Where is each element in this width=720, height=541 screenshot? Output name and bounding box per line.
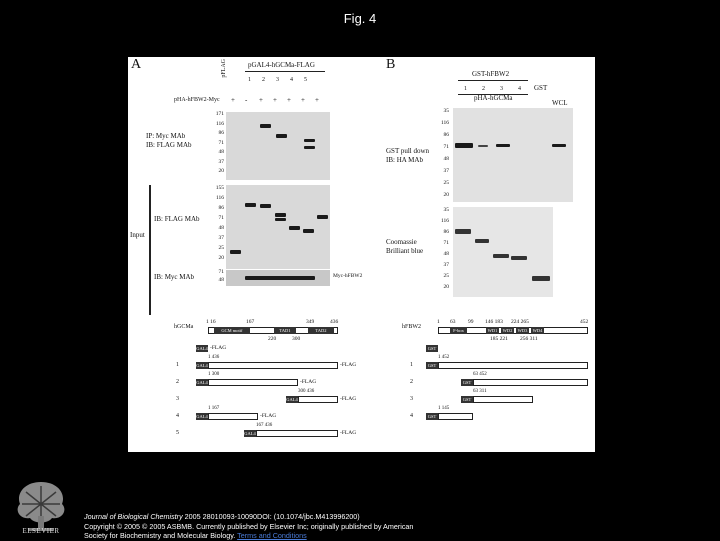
flag-label: -FLAG [340, 396, 357, 402]
panel-a-map-pos: 167 [246, 319, 255, 325]
panel-a-map-pos: 1 16 [206, 319, 216, 325]
band [304, 146, 315, 149]
gst-tag: GST [427, 363, 437, 368]
plus-minus-sign: + [259, 96, 263, 104]
panel-a-blot3-right: Myc-hFBW2 [333, 273, 363, 279]
gal4-tag: GAL4 [244, 431, 256, 436]
journal-name: Journal of Biological Chemistry [84, 512, 183, 521]
construct-range: 1 436 [208, 355, 220, 360]
panel-a-map-name: hGCMa [174, 324, 194, 330]
mw-marker: 71 [218, 139, 224, 146]
band [475, 239, 489, 243]
gal4-tag: GAL4 [196, 414, 208, 419]
flag-label: -FLAG [340, 430, 357, 436]
panel-a-blot3-label: IB: Myc MAb [154, 273, 195, 281]
mw-marker: 86 [218, 130, 224, 136]
panel-a-row-label: pHA-hFBW2-Myc [174, 97, 220, 103]
construct-number: 4 [410, 413, 413, 419]
elsevier-wordmark: ELSEVIER [22, 527, 60, 535]
mw-marker: 48 [218, 225, 224, 231]
panel-a-lane-header: pGAL4-hGCMa-FLAG [248, 61, 315, 69]
construct-number: 5 [176, 430, 179, 436]
panel-b-domain: WD2 [502, 328, 513, 333]
lane-number: 2 [482, 86, 485, 92]
band [552, 144, 566, 147]
mw-marker: 20 [218, 168, 224, 174]
panel-a-domain: GCM motif [214, 327, 250, 334]
band [317, 215, 328, 219]
gal4-tag: GAL4 [196, 380, 208, 385]
panel-b-gst-label: GST [534, 84, 548, 92]
construct-number: 2 [176, 379, 179, 385]
band [275, 218, 286, 221]
panel-b-map-sub: 185 221 [490, 336, 508, 342]
copyright-text: Copyright © 2005 © 2005 ASBMB. Currently published by Elsevier Inc; originally published by American [84, 521, 414, 531]
plus-minus-sign: + [315, 96, 319, 104]
band [455, 143, 473, 148]
construct-bar [208, 379, 298, 386]
panel-b-wcl-label: WCL [552, 99, 568, 107]
gst-tag: GST [462, 380, 472, 385]
panel-a-map-pos: 436 [330, 319, 339, 325]
mw-marker: 37 [218, 235, 224, 241]
citation-footer [84, 512, 714, 541]
construct-bar [473, 379, 588, 386]
slide-title: Fig. 4 [343, 11, 377, 26]
plus-minus-sign: + [273, 96, 277, 104]
panel-b-gel [453, 207, 553, 297]
flag-label: -FLAG [210, 345, 227, 351]
band [496, 144, 510, 147]
flag-label: -FLAG [340, 362, 357, 368]
panel-b-domain: WD3 [517, 328, 528, 333]
panel-b-gel-label-2: Brilliant blue [386, 247, 424, 255]
band [493, 254, 509, 258]
construct-range: 1 167 [208, 406, 220, 411]
band [511, 256, 527, 260]
mw-marker: 37 [443, 262, 449, 268]
plus-minus-sign: + [301, 96, 305, 104]
panel-a-domain: TAD2 [308, 327, 334, 334]
gst-tag: GST [427, 346, 437, 351]
mw-marker: 116 [440, 218, 449, 224]
gal4-tag: GAL4 [196, 346, 208, 351]
citation-text: 2005 28010093-10090DOI: (10.1074/jbc.M413996200) [182, 512, 360, 521]
construct-number: 2 [410, 379, 413, 385]
band [303, 229, 314, 233]
mw-marker: 37 [218, 158, 224, 165]
construct-bar [438, 362, 588, 369]
construct-range: 1 300 [208, 372, 220, 377]
mw-marker: 116 [440, 120, 449, 126]
mw-marker: 116 [215, 195, 224, 201]
mw-marker: 48 [443, 251, 449, 257]
mw-marker: 155 [215, 185, 224, 191]
mw-marker: 71 [443, 240, 449, 246]
mw-marker: 25 [443, 180, 449, 186]
gal4-tag: GAL4 [286, 397, 298, 402]
construct-bar [208, 413, 258, 420]
band [276, 134, 287, 138]
mw-marker: 116 [215, 120, 224, 127]
panel-a-letter: A [131, 57, 142, 72]
band [532, 276, 550, 281]
flag-label: -FLAG [300, 379, 317, 385]
panel-a-input-label: Input [130, 231, 145, 239]
construct-bar [208, 362, 338, 369]
band [455, 229, 471, 234]
band [478, 145, 488, 147]
mw-marker: 71 [218, 215, 224, 221]
lane-number: 3 [500, 86, 503, 92]
lane-number: 2 [262, 77, 265, 83]
panel-b-blot [453, 108, 573, 202]
band [245, 203, 256, 207]
panel-b-blot-label-1: GST pull down [386, 147, 430, 155]
panel-b-map-pos: 224 265 [511, 319, 529, 325]
society-text: Society for Biochemistry and Molecular Biology. [84, 531, 236, 541]
mw-marker: 48 [443, 156, 449, 162]
panel-b-map-pos: 63 [450, 319, 456, 325]
band [304, 139, 315, 142]
panel-a-map-sub: 300 [292, 336, 301, 342]
terms-link[interactable]: Terms and Conditions [237, 531, 307, 541]
gal4-tag: GAL4 [196, 363, 208, 368]
panel-a-blot-input [226, 185, 330, 269]
panel-b-sub-header: pHA-hGCMa [474, 94, 513, 102]
lane-number: 5 [304, 77, 307, 83]
panel-b-map-pos: 146 183 [485, 319, 503, 325]
panel-a-blot2-label: IB: FLAG MAb [154, 215, 200, 223]
construct-range: 63 311 [473, 389, 487, 394]
lane-number: 3 [276, 77, 279, 83]
mw-marker: 37 [443, 168, 449, 174]
panel-b-map-pos: 1 [437, 319, 440, 325]
panel-a-map-sub: 220 [268, 336, 277, 342]
mw-marker: 86 [443, 229, 449, 235]
band [260, 204, 271, 208]
mw-marker: 20 [218, 255, 224, 261]
construct-range: 300 436 [298, 389, 315, 394]
mw-marker: 25 [443, 273, 449, 279]
construct-number: 4 [176, 413, 179, 419]
panel-b-map-pos: 99 [468, 319, 474, 325]
mw-marker: 35 [443, 207, 449, 213]
panel-a-blot1-label-2: IB: FLAG MAb [146, 141, 192, 149]
mw-marker: 71 [218, 269, 224, 275]
lane-number: 4 [290, 77, 293, 83]
construct-range: 1 452 [438, 355, 450, 360]
band [289, 226, 300, 230]
figure-image [128, 57, 595, 452]
mw-marker: 48 [218, 149, 224, 155]
input-bracket [149, 185, 151, 315]
panel-b-blot-label-2: IB: HA MAb [386, 156, 423, 164]
lane-number: 1 [464, 86, 467, 92]
construct-bar [256, 430, 338, 437]
band [230, 250, 241, 254]
mw-marker: 20 [443, 192, 449, 198]
panel-b-letter: B [386, 57, 396, 72]
band [260, 124, 271, 128]
mw-marker: 86 [443, 132, 449, 138]
gst-tag: GST [427, 414, 437, 419]
panel-a-vector-label: pFLAG [221, 59, 227, 78]
construct-bar [298, 396, 338, 403]
construct-range: 63 452 [473, 372, 487, 377]
mw-marker: 171 [215, 111, 224, 117]
plus-minus-sign: + [231, 96, 235, 104]
panel-b-header-line [458, 80, 528, 81]
plus-minus-sign: - [245, 96, 248, 104]
plus-minus-sign: + [287, 96, 291, 104]
panel-b-domain: F-box [450, 327, 467, 334]
construct-range: 167 436 [256, 423, 273, 428]
mw-marker: 48 [218, 277, 224, 283]
panel-b-map-pos: 452 [580, 319, 589, 325]
flag-label: -FLAG [260, 413, 277, 419]
gst-tag: GST [462, 397, 472, 402]
mw-marker: 20 [443, 284, 449, 290]
construct-range: 1 145 [438, 406, 450, 411]
panel-a-header-line [245, 71, 325, 72]
lane-number: 4 [518, 86, 521, 92]
panel-b-gel-label-1: Coomassie [386, 238, 417, 246]
mw-marker: 35 [443, 108, 449, 114]
panel-b-map-name: hFBW2 [402, 324, 422, 330]
construct-number: 3 [176, 396, 179, 402]
panel-b-lane-header: GST-hFBW2 [472, 70, 510, 78]
mw-marker: 71 [443, 144, 449, 150]
panel-a-blot1-label-1: IP: Myc MAb [146, 132, 186, 140]
construct-bar [473, 396, 533, 403]
panel-a-domain: TAD1 [274, 327, 296, 334]
construct-number: 3 [410, 396, 413, 402]
panel-b-domain: WD1 [487, 328, 498, 333]
construct-bar [438, 413, 473, 420]
construct-number: 1 [176, 362, 179, 368]
band [245, 276, 315, 280]
construct-number: 1 [410, 362, 413, 368]
mw-marker: 86 [218, 205, 224, 211]
band [275, 213, 286, 217]
lane-number: 1 [248, 77, 251, 83]
panel-b-map-sub: 256 311 [520, 336, 538, 342]
panel-a-map-pos: 349 [306, 319, 315, 325]
mw-marker: 25 [218, 245, 224, 251]
panel-b-domain: WD4 [532, 328, 543, 333]
